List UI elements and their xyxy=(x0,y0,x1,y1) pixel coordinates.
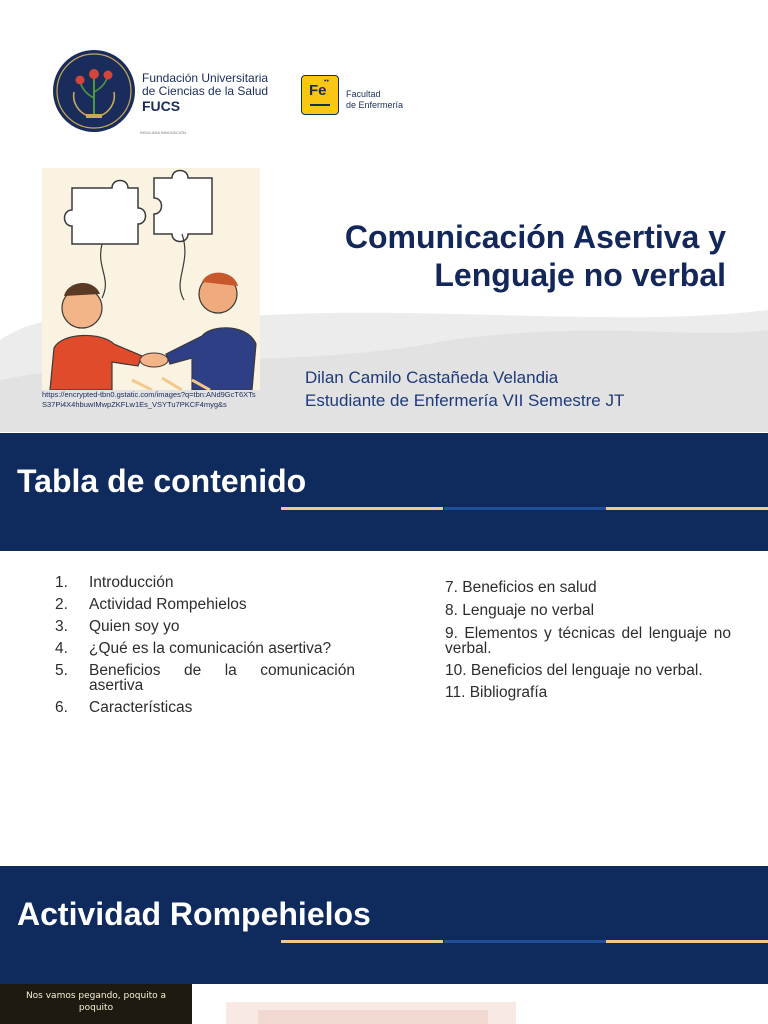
institution-line-1: Fundación Universitaria xyxy=(142,71,269,85)
toc-item-number: 3. xyxy=(55,618,68,635)
accent-line-blue xyxy=(444,940,606,943)
toc-item-number: 1. xyxy=(55,574,68,591)
author-block xyxy=(305,366,624,412)
faculty-line-1: Facultad xyxy=(346,89,381,99)
activity-card-inner xyxy=(258,1010,488,1024)
toc-item[interactable]: 10. Beneficios del lenguaje no verbal. xyxy=(445,662,703,679)
video-caption-line-1: Nos vamos pegando, poquito a xyxy=(25,991,167,1001)
toc-left-column xyxy=(55,575,355,722)
fucs-seal-logo xyxy=(52,48,136,134)
toc-item-number: 4. xyxy=(55,640,68,657)
toc-item-number: 2. xyxy=(55,596,68,613)
toc-item-text: Quien soy yo xyxy=(89,618,180,635)
faculty-name xyxy=(346,89,403,111)
video-caption xyxy=(0,990,192,1014)
accent-line-gold-2 xyxy=(606,507,768,510)
toc-item[interactable] xyxy=(55,700,355,715)
image-source-url[interactable]: https://encrypted-tbn0.gstatic.com/images?q=tbn:ANd9GcT6XTsS37Pi4X4hbuwIMwpZKFLw1Es_VSYTu7PKCF4myg&s xyxy=(42,390,256,409)
toc-heading: Tabla de contenido xyxy=(17,463,307,499)
accent-line-gold-1 xyxy=(281,940,443,943)
toc-item[interactable]: 7. Beneficios en salud xyxy=(445,579,597,596)
toc-item[interactable] xyxy=(55,663,355,693)
toc-item[interactable]: 9. Elementos y técnicas del lenguaje no verbal. xyxy=(445,625,731,657)
toc-item-text: Características xyxy=(89,699,193,716)
faculty-line-2: de Enfermería xyxy=(346,100,404,110)
toc-item[interactable] xyxy=(55,641,355,656)
toc-header-band xyxy=(0,433,768,551)
activity-card xyxy=(226,1002,516,1024)
toc-item[interactable]: 11. Bibliografía xyxy=(445,684,548,701)
author-role: Estudiante de Enfermería VII Semestre JT xyxy=(305,391,625,410)
accent-line-gold-2 xyxy=(606,940,768,943)
fe-dots: •• xyxy=(324,78,329,85)
puzzle-handshake-illustration xyxy=(42,168,260,390)
toc-item-text: ¿Qué es la comunicación asertiva? xyxy=(89,640,332,657)
presentation-title xyxy=(256,218,726,294)
institution-acronym: FUCS xyxy=(142,98,181,114)
toc-item-number: 6. xyxy=(55,699,68,716)
accent-line-gold-1 xyxy=(281,507,443,510)
icebreaker-header-band xyxy=(0,866,768,984)
institution-tagline: INSULANA INNOVACIÓN xyxy=(140,130,186,135)
toc-item-text: Introducción xyxy=(89,574,174,591)
accent-line-blue xyxy=(444,507,606,510)
toc-item[interactable] xyxy=(55,575,355,590)
author-name: Dilan Camilo Castañeda Velandia xyxy=(305,368,559,387)
institution-line-2: de Ciencias de la Salud xyxy=(142,84,269,98)
fe-bar xyxy=(310,104,330,106)
faculty-symbol: Fe xyxy=(309,82,327,99)
title-line-2: Lenguaje no verbal xyxy=(434,257,726,293)
toc-item-text: Actividad Rompehielos xyxy=(89,596,247,613)
toc-right-column xyxy=(445,580,731,708)
toc-item[interactable] xyxy=(55,619,355,634)
cover-slide xyxy=(0,0,768,432)
faculty-logo xyxy=(301,75,339,115)
video-caption-line-2: poquito xyxy=(78,1003,114,1013)
toc-item-text: Beneficios de la comunicación asertiva xyxy=(89,662,355,694)
toc-item[interactable]: 8. Lenguaje no verbal xyxy=(445,602,595,619)
icebreaker-heading: Actividad Rompehielos xyxy=(17,896,371,932)
toc-item-number: 5. xyxy=(55,662,68,679)
institution-name xyxy=(142,72,268,114)
title-line-1: Comunicación Asertiva y xyxy=(344,219,726,255)
video-thumbnail[interactable] xyxy=(0,984,192,1024)
toc-item[interactable] xyxy=(55,597,355,612)
